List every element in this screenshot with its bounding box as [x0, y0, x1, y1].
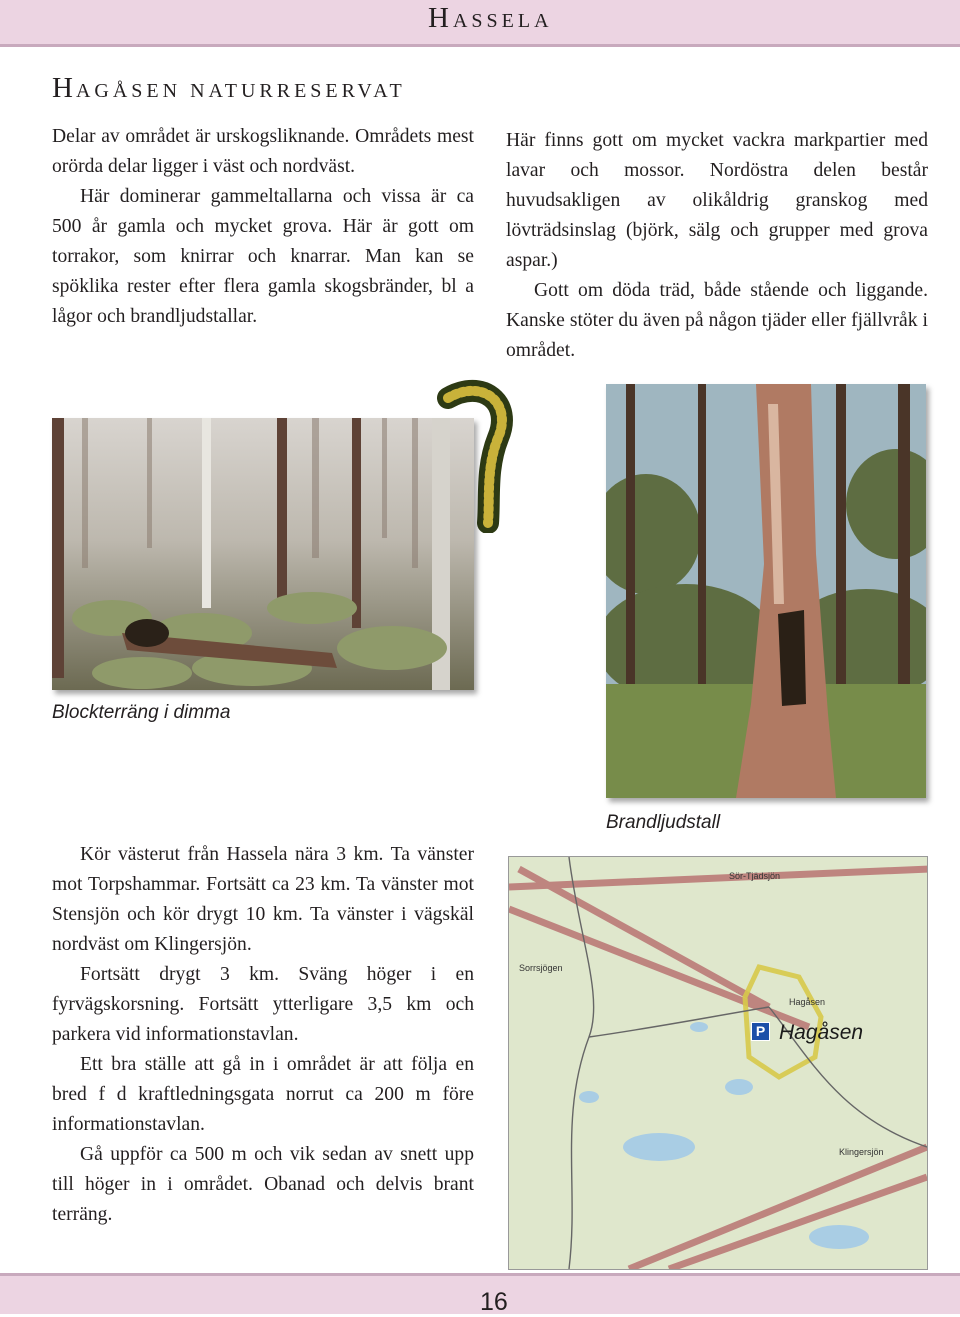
map-label-klingersjon: Klingersjön [839, 1147, 884, 1157]
running-header: HASSELA [428, 2, 553, 34]
intro-paragraph-1: Delar av området är urskogsliknande. Områdets mest orörda delar ligger i väst och nordväst. [52, 126, 474, 177]
intro-text-left [52, 122, 474, 332]
habitat-paragraph-2: Gott om döda träd, både stående och liggande. Kanske stöter du även på någon tjäder eller fjällvråk i området. [506, 280, 928, 361]
page-number: 16 [480, 1288, 508, 1316]
intro-text-right [506, 126, 928, 366]
page-title: HAGÅSEN NATURRESERVAT [52, 72, 406, 104]
map-label-sor-tjadsjon: Sör-Tjädsjön [729, 871, 781, 881]
directions-paragraph-2: Fortsätt drygt 3 km. Sväng höger i en fyrvägskorsning. Fortsätt ytterligare 3,5 km och parkera vid informationstavlan. [52, 964, 474, 1045]
directions-paragraph-4: Gå uppför ca 500 m och vik sedan av snett upp till höger in i området. Obanad och delvis brant terräng. [52, 1144, 474, 1225]
map-label-hagasen-small: Hagåsen [789, 997, 826, 1007]
header-rule [0, 44, 960, 47]
photo-burnt-snag [606, 384, 926, 798]
directions-paragraph-1: Kör västerut från Hassela nära 3 km. Ta vänster mot Torpshammar. Fortsätt ca 23 km. Ta vänster mot Stensjön och kör drygt 10 km. Ta vänster i vägskäl nordväst om Klingersjön. [52, 844, 474, 955]
directions-text [52, 840, 474, 1230]
intro-paragraph-2: Här dominerar gammeltallarna och vissa är ca 500 år gamla och mycket grova. Här är gott om torrakor, som knirrar och knarrar. Man kan se spöklika rester efter flera gamla skogsbränder, bl a lågor och brandljudstallar. [52, 186, 474, 327]
map-label-sorrsjogen: Sorrsjögen [519, 963, 563, 973]
parking-icon: P [751, 1022, 770, 1041]
habitat-paragraph-1: Här finns gott om mycket vackra markpartier med lavar och mossor. Nordöstra delen består huvudsakligen av olikåldrig granskog med lövträdsinslag (björk, sälg och grupper med grova aspar.) [506, 130, 928, 271]
caption-right-photo: Brandljudstall [606, 812, 721, 833]
directions-paragraph-3: Ett bra ställe att gå in i området är att följa en bred f d kraftledningsgata norrut ca 200 m före informationstavlan. [52, 1054, 474, 1135]
photo-foggy-forest [52, 418, 474, 690]
caption-left-photo: Blockterräng i dimma [52, 702, 231, 723]
map-label-hagasen: Hagåsen [779, 1021, 864, 1044]
reserve-map [508, 856, 928, 1270]
